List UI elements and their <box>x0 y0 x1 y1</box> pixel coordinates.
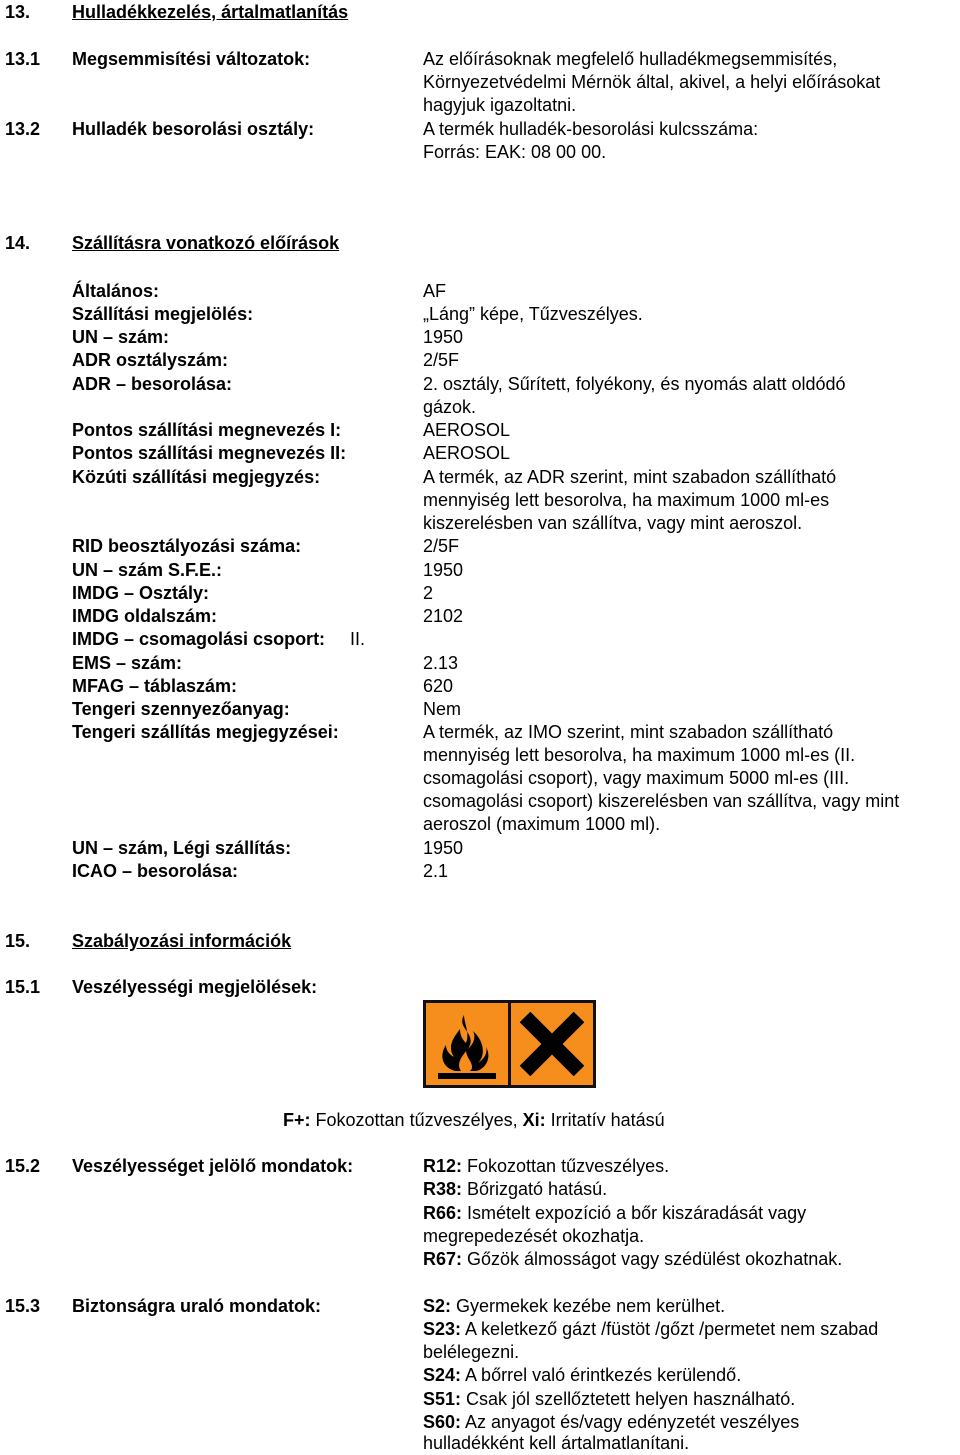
sea-note-line: mennyiség lett besorolva, ha maximum 1000 ml-es (II. <box>423 745 856 765</box>
disposal-options-label: Megsemmisítési változatok: <box>72 49 311 69</box>
phrase-text: Gyermekek kezébe nem kerülhet. <box>451 1296 726 1316</box>
road-note-line: kiszerelésben van szállítva, vagy mint aeroszol. <box>423 513 803 533</box>
mfag-label: MFAG – táblaszám: <box>72 676 238 696</box>
xi-text: Irritatív hatású <box>545 1110 665 1130</box>
risk-phrases-label: Veszélyességet jelölő mondatok: <box>72 1156 354 1176</box>
shipping-name-1-label: Pontos szállítási megnevezés I: <box>72 420 342 440</box>
mfag-value: 620 <box>423 676 454 696</box>
safety-phrase-s51 <box>423 1388 795 1411</box>
un-number-value: 1950 <box>423 327 464 347</box>
section-13-number: 13. <box>5 2 31 22</box>
safety-phrase-s2 <box>423 1295 725 1318</box>
section-15-2-number: 15.2 <box>5 1156 41 1176</box>
air-un-value: 1950 <box>423 838 464 858</box>
section-14-number: 14. <box>5 233 31 253</box>
imdg-page-value: 2102 <box>423 606 464 626</box>
adr-class-label: ADR osztályszám: <box>72 350 229 370</box>
adr-category-line: gázok. <box>423 397 477 417</box>
marine-pollutant-label: Tengeri szennyezőanyag: <box>72 699 290 719</box>
un-sfe-value: 1950 <box>423 560 464 580</box>
risk-phrase-r66 <box>423 1202 806 1225</box>
phrase-text: Az anyagot és/vagy edényzetét veszélyes <box>461 1412 800 1432</box>
phrase-code: S51: <box>423 1389 462 1409</box>
marine-pollutant-value: Nem <box>423 699 462 719</box>
section-13-1-number: 13.1 <box>5 49 41 69</box>
phrase-text: A bőrrel való érintkezés kerülendő. <box>461 1365 742 1385</box>
xi-code: Xi: <box>522 1110 546 1130</box>
phrase-code: R66: <box>423 1203 463 1223</box>
risk-phrase-r12 <box>423 1155 669 1178</box>
transport-marking-value: „Láng” képe, Tűzveszélyes. <box>423 304 643 324</box>
phrase-code: R38: <box>423 1179 463 1199</box>
waste-class-label: Hulladék besorolási osztály: <box>72 119 315 139</box>
road-note-line: mennyiség lett besorolva, ha maximum 1000 ml-es <box>423 490 830 510</box>
phrase-text: Ismételt expozíció a bőr kiszáradását vagy <box>462 1203 807 1223</box>
safety-phrase-s60-cont: hulladékként kell ártalmatlanítani. <box>423 1433 690 1453</box>
adr-category-label: ADR – besorolása: <box>72 374 233 394</box>
ems-label: EMS – szám: <box>72 653 183 673</box>
general-value: AF <box>423 281 447 301</box>
shipping-name-1-value: AEROSOL <box>423 420 511 440</box>
risk-phrase-r38 <box>423 1178 607 1201</box>
sea-note-line: csomagolási csoport), vagy maximum 5000 ml-es (III. <box>423 768 850 788</box>
icao-label: ICAO – besorolása: <box>72 861 239 881</box>
rid-class-label: RID beosztályozási száma: <box>72 536 302 556</box>
sea-note-label: Tengeri szállítás megjegyzései: <box>72 722 339 742</box>
flame-icon <box>426 1003 508 1085</box>
phrase-text: A keletkező gázt /füstöt /gőzt /permetet nem szabad <box>461 1319 879 1339</box>
shipping-name-2-label: Pontos szállítási megnevezés II: <box>72 443 347 463</box>
section-15-title: Szabályozási információk <box>72 931 292 951</box>
disposal-options-line: hagyjuk igazoltatni. <box>423 95 577 115</box>
phrase-code: R67: <box>423 1249 463 1269</box>
transport-marking-label: Szállítási megjelölés: <box>72 304 254 324</box>
section-13-2-number: 13.2 <box>5 119 41 139</box>
ems-value: 2.13 <box>423 653 459 673</box>
rid-class-value: 2/5F <box>423 536 460 556</box>
sea-note-line: csomagolási csoport) kiszerelésben van szállítva, vagy mint <box>423 791 900 811</box>
symbols-caption <box>283 1109 665 1132</box>
f-plus-code: F+: <box>283 1110 311 1130</box>
un-number-label: UN – szám: <box>72 327 170 347</box>
risk-phrase-r66-cont: megrepedezését okozhatja. <box>423 1226 645 1246</box>
phrase-text: Bőrizgató hatású. <box>462 1179 608 1199</box>
imdg-page-label: IMDG oldalszám: <box>72 606 218 626</box>
imdg-packing-value: II. <box>350 629 366 649</box>
phrase-text: Csak jól szellőztetett helyen használható. <box>461 1389 796 1409</box>
general-label: Általános: <box>72 281 160 301</box>
adr-class-value: 2/5F <box>423 350 460 370</box>
phrase-code: S2: <box>423 1296 452 1316</box>
f-plus-text: Fokozottan tűzveszélyes, <box>310 1110 523 1130</box>
section-13-title: Hulladékkezelés, ártalmatlanítás <box>72 2 349 22</box>
icao-value: 2.1 <box>423 861 449 881</box>
shipping-name-2-value: AEROSOL <box>423 443 511 463</box>
safety-phrases-label: Biztonságra uraló mondatok: <box>72 1296 322 1316</box>
section-15-3-number: 15.3 <box>5 1296 41 1316</box>
imdg-packing-label: IMDG – csomagolási csoport: <box>72 629 326 649</box>
safety-phrase-s23-cont: belélegezni. <box>423 1342 520 1362</box>
phrase-code: R12: <box>423 1156 463 1176</box>
safety-phrase-s24 <box>423 1364 741 1387</box>
phrase-code: S24: <box>423 1365 462 1385</box>
sea-note-line: A termék, az IMO szerint, mint szabadon szállítható <box>423 722 834 742</box>
phrase-code: S60: <box>423 1412 462 1432</box>
phrase-text: Gőzök álmosságot vagy szédülést okozhatnak. <box>462 1249 843 1269</box>
section-15-1-number: 15.1 <box>5 977 41 997</box>
section-15-number: 15. <box>5 931 31 951</box>
phrase-text: Fokozottan tűzveszélyes. <box>462 1156 670 1176</box>
safety-phrase-s60 <box>423 1411 799 1434</box>
risk-phrase-r67 <box>423 1248 842 1271</box>
disposal-options-line: Környezetvédelmi Mérnök által, akivel, a helyi előírásokat <box>423 72 881 92</box>
un-sfe-label: UN – szám S.F.E.: <box>72 560 223 580</box>
waste-class-line: Forrás: EAK: 08 00 00. <box>423 142 607 162</box>
waste-class-line: A termék hulladék-besorolási kulcsszáma: <box>423 119 759 139</box>
adr-category-line: 2. osztály, Sűrített, folyékony, és nyomás alatt oldódó <box>423 374 846 394</box>
imdg-class-value: 2 <box>423 583 434 603</box>
x-cross-icon <box>511 1003 593 1085</box>
section-14-title: Szállításra vonatkozó előírások <box>72 233 340 253</box>
sea-note-line: aeroszol (maximum 1000 ml). <box>423 814 661 834</box>
road-note-line: A termék, az ADR szerint, mint szabadon szállítható <box>423 467 837 487</box>
imdg-class-label: IMDG – Osztály: <box>72 583 210 603</box>
air-un-label: UN – szám, Légi szállítás: <box>72 838 292 858</box>
phrase-code: S23: <box>423 1319 462 1339</box>
irritant-symbol <box>508 1000 596 1088</box>
road-note-label: Közúti szállítási megjegyzés: <box>72 467 321 487</box>
flammable-symbol <box>423 1000 511 1088</box>
safety-phrase-s23 <box>423 1318 878 1341</box>
hazard-markings-label: Veszélyességi megjelölések: <box>72 977 318 997</box>
disposal-options-line: Az előírásoknak megfelelő hulladékmegsemmisítés, <box>423 49 838 69</box>
